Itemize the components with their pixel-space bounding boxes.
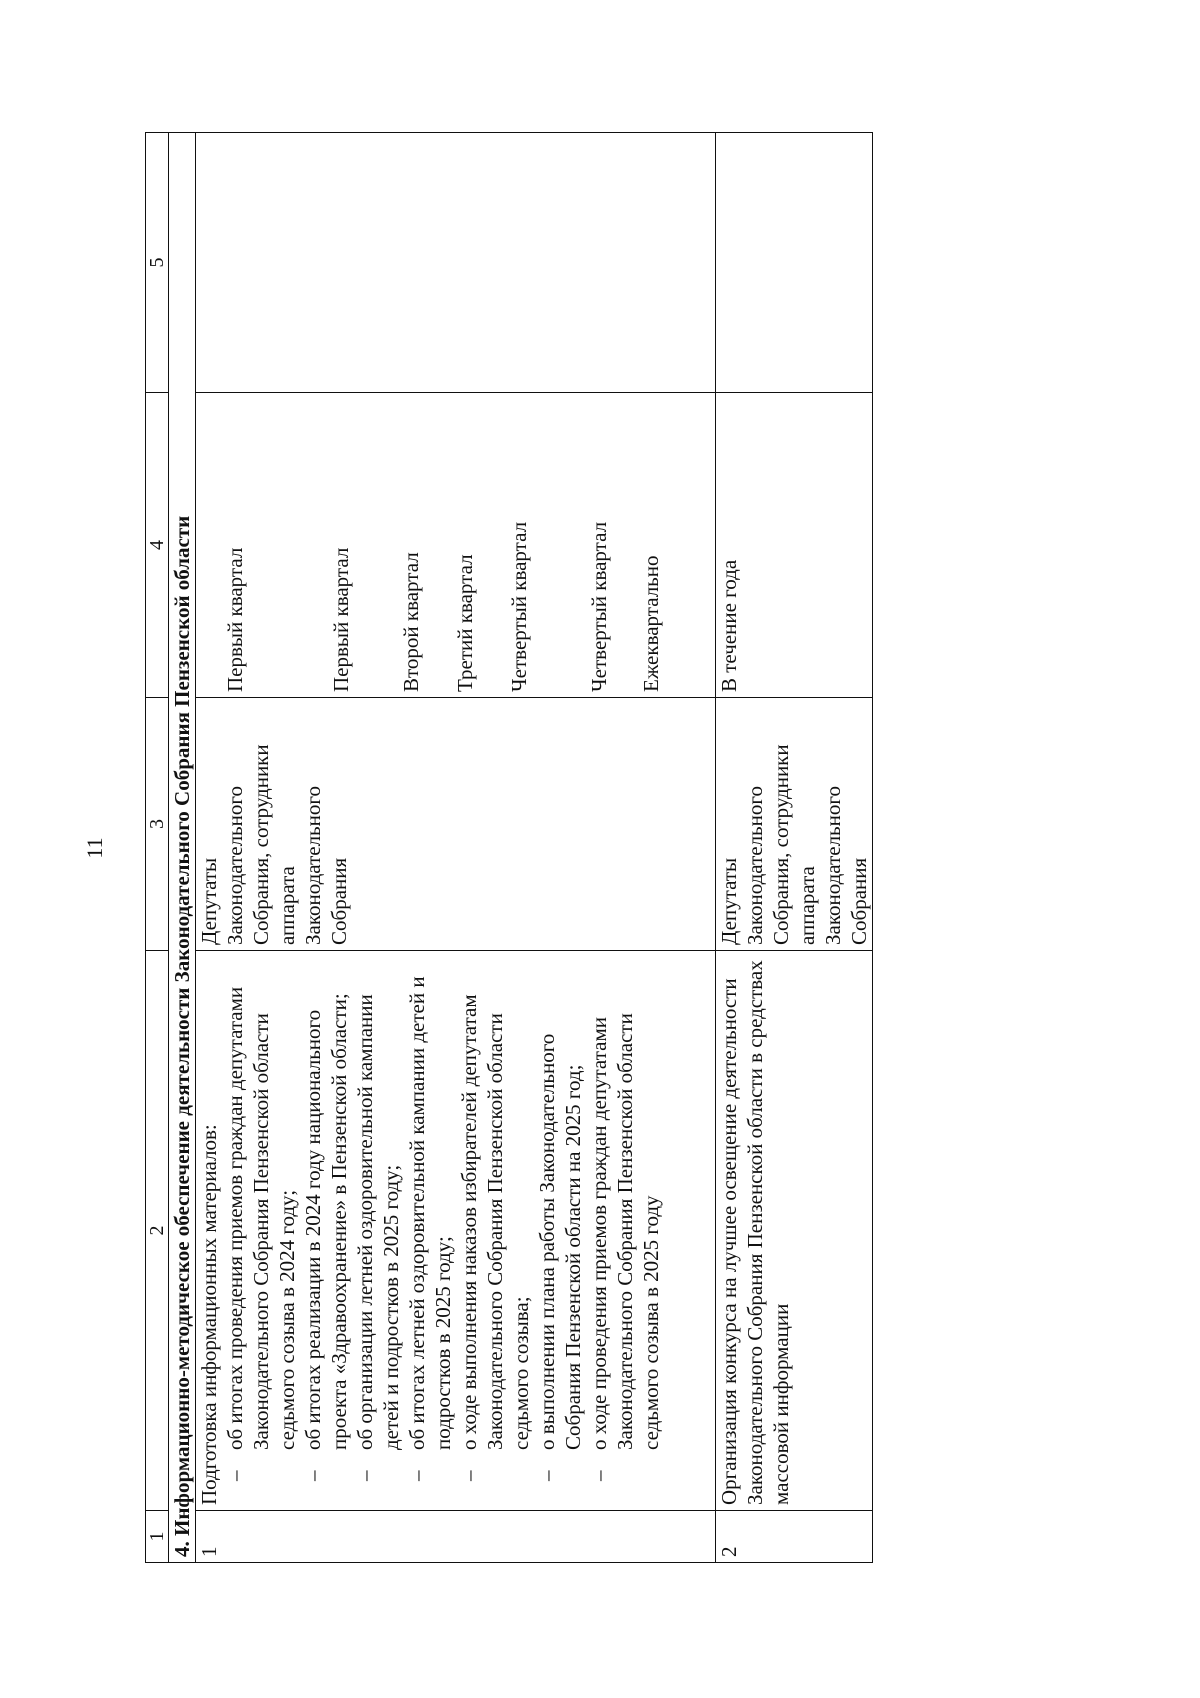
header-col-5: 5 bbox=[146, 133, 169, 393]
row-number: 2 bbox=[716, 1511, 873, 1563]
list-item-text: об итогах летней оздоровительной кампании детей и подростков в 2025 году; bbox=[405, 976, 455, 1450]
list-item bbox=[300, 956, 352, 1505]
term-item: Четвертый квартал bbox=[587, 521, 611, 692]
dash-marker: – bbox=[535, 1470, 559, 1481]
table-row bbox=[716, 133, 873, 1563]
rotated-table-wrapper bbox=[145, 133, 965, 1563]
header-col-3: 3 bbox=[146, 698, 169, 951]
row-description bbox=[196, 951, 716, 1511]
header-col-2: 2 bbox=[146, 951, 169, 1511]
row-terms bbox=[196, 393, 716, 698]
dash-marker: – bbox=[405, 1470, 429, 1481]
work-plan-table bbox=[145, 132, 873, 1563]
page-number: 11 bbox=[82, 837, 107, 859]
list-item bbox=[456, 956, 534, 1505]
section-title: 4. Информационно-методическое обеспечение деятельности Законодательного Собрания Пензенской области bbox=[169, 133, 196, 1563]
term-item: Третий квартал bbox=[453, 554, 477, 692]
dash-marker: – bbox=[301, 1470, 325, 1481]
term-item: Второй квартал bbox=[399, 552, 423, 692]
description-intro: Подготовка информационных материалов: bbox=[197, 1124, 221, 1505]
dash-marker: – bbox=[457, 1470, 481, 1481]
list-item-text: о выполнении плана работы Законодательного Собрания Пензенской области на 2025 год; bbox=[535, 1033, 585, 1450]
term-item: Первый квартал bbox=[223, 547, 247, 692]
header-col-1: 1 bbox=[146, 1511, 169, 1563]
row-responsible: Депутаты Законодательного Собрания, сотрудники аппарата Законодательного Собрания bbox=[196, 698, 716, 951]
list-item-text: об организации летней оздоровительной кампании детей и подростков в 2025 году; bbox=[353, 994, 403, 1450]
list-item bbox=[352, 956, 404, 1505]
list-item bbox=[404, 956, 456, 1505]
list-item bbox=[534, 956, 586, 1505]
row-responsible: Депутаты Законодательного Собрания, сотрудники аппарата Законодательного Собрания bbox=[716, 698, 873, 951]
section-row bbox=[169, 133, 196, 1563]
dash-marker: – bbox=[223, 1470, 247, 1481]
list-item-text: о ходе выполнения наказов избирателей депутатам Законодательного Собрания Пензенской области седьмого созыва; bbox=[457, 994, 533, 1450]
row-number: 1 bbox=[196, 1511, 716, 1563]
row-note bbox=[196, 133, 716, 393]
dash-marker: – bbox=[587, 1470, 611, 1481]
dash-marker: – bbox=[353, 1470, 377, 1481]
term-item: Первый квартал bbox=[329, 547, 353, 692]
list-item bbox=[222, 956, 300, 1505]
header-row bbox=[146, 133, 169, 1563]
table-row bbox=[196, 133, 716, 1563]
row-description: Организация конкурса на лучшее освещение деятельности Законодательного Собрания Пензенской области в средствах массовой информации bbox=[716, 951, 873, 1511]
list-item-text: об итогах реализации в 2024 году национального проекта «Здравоохранение» в Пензенской области; bbox=[301, 993, 351, 1450]
term-item: Четвертый квартал bbox=[507, 521, 531, 692]
list-item bbox=[586, 956, 664, 1505]
header-col-4: 4 bbox=[146, 393, 169, 698]
term-item: Ежеквартально bbox=[639, 555, 663, 692]
list-item-text: о ходе проведения приемов граждан депутатами Законодательного Собрания Пензенской области седьмого созыва в 2025 году bbox=[587, 1013, 663, 1450]
row-note bbox=[716, 133, 873, 393]
list-item-text: об итогах проведения приемов граждан депутатами Законодательного Собрания Пензенской области седьмого созыва в 2024 году; bbox=[223, 986, 299, 1450]
row-term: В течение года bbox=[716, 393, 873, 698]
